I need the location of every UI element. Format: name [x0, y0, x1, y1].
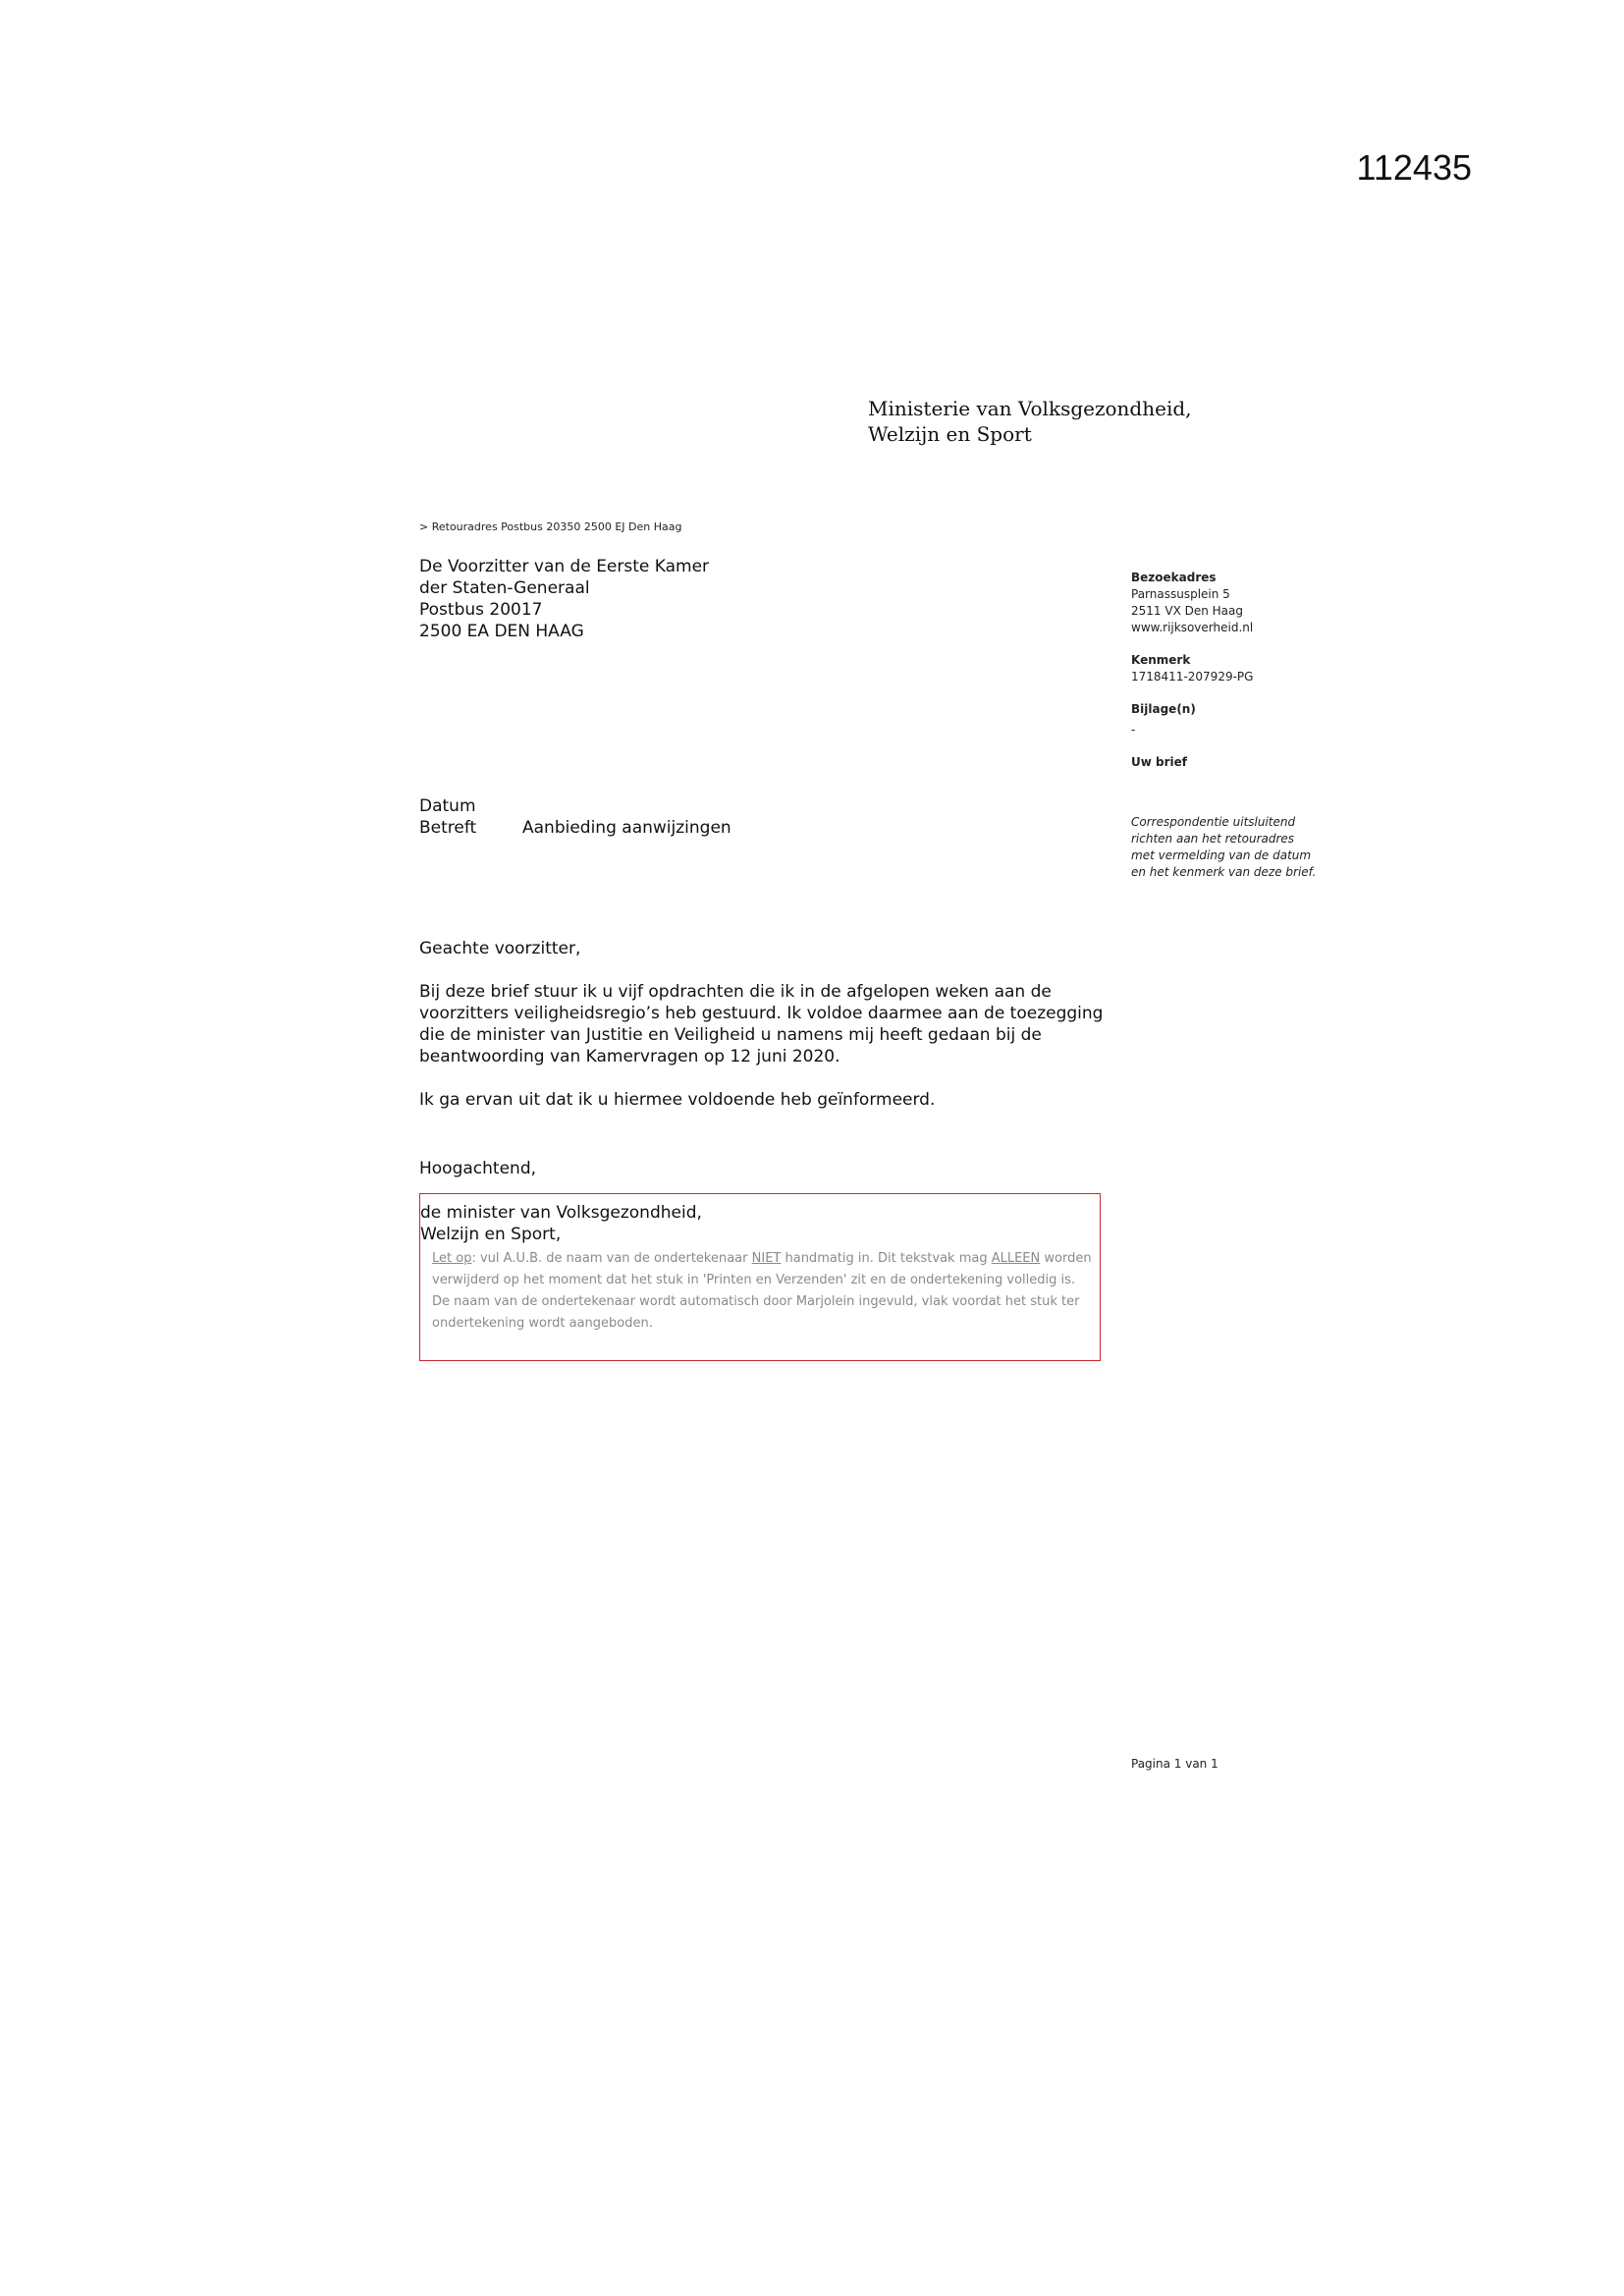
- sidebar-info: [1131, 570, 1327, 881]
- betreft-label: Betreft: [419, 818, 477, 838]
- note-text: NIET: [751, 1251, 782, 1266]
- page-number: Pagina 1 van 1: [1131, 1757, 1218, 1771]
- body-paragraph: Ik ga ervan uit dat ik u hiermee voldoende heb geïnformeerd.: [419, 1090, 936, 1110]
- note-text: ALLEEN: [991, 1251, 1041, 1266]
- address-line: Parnassusplein 5: [1131, 587, 1230, 601]
- datum-row: [419, 795, 731, 817]
- salutation: Geachte voorzitter,: [419, 939, 581, 958]
- correspondence-note: Correspondentie uitsluitend richten aan het retouradres met vermelding van de datum en het kenmerk van deze brief.: [1131, 815, 1317, 879]
- note-text: Let op: [432, 1251, 472, 1266]
- signer-title: [420, 1202, 702, 1245]
- address-line: 2511 VX Den Haag: [1131, 604, 1243, 618]
- uwbrief-label: Uw brief: [1131, 755, 1187, 769]
- bijlage-value: -: [1131, 723, 1136, 737]
- note-text: handmatig in. Dit tekstvak mag: [781, 1251, 992, 1266]
- ministry-name-line1: Ministerie van Volksgezondheid,: [868, 397, 1192, 420]
- letter-body: [419, 938, 1107, 1132]
- bezoekadres-label: Bezoekadres: [1131, 571, 1217, 584]
- betreft-row: [419, 817, 731, 839]
- return-address: > Retouradres Postbus 20350 2500 EJ Den Haag: [419, 520, 682, 533]
- ministry-name-line2: Welzijn en Sport: [868, 422, 1032, 446]
- recipient-line: 2500 EA DEN HAAG: [419, 622, 584, 641]
- signer-line: de minister van Volksgezondheid,: [420, 1203, 702, 1223]
- website-link[interactable]: www.rijksoverheid.nl: [1131, 621, 1254, 634]
- kenmerk-label: Kenmerk: [1131, 653, 1191, 667]
- bijlage-label: Bijlage(n): [1131, 702, 1196, 716]
- letter-meta: [419, 795, 731, 839]
- recipient-line: der Staten-Generaal: [419, 578, 590, 598]
- recipient-line: De Voorzitter van de Eerste Kamer: [419, 557, 710, 576]
- betreft-value: Aanbieding aanwijzingen: [522, 818, 731, 838]
- recipient-line: Postbus 20017: [419, 600, 543, 620]
- closing: Hoogachtend,: [419, 1159, 537, 1178]
- recipient-address: [419, 556, 709, 642]
- signature-box[interactable]: [419, 1193, 1101, 1361]
- signature-note: [432, 1248, 1095, 1335]
- body-paragraph: Bij deze brief stuur ik u vijf opdrachten die ik in de afgelopen weken aan de voorzitters veiligheidsregio’s heb gestuurd. Ik voldoe daarmee aan de toezegging die de minister van Justitie en Veiligheid u namens mij heeft gedaan bij de beantwoording van Kamervragen op 12 juni 2020.: [419, 982, 1104, 1066]
- kenmerk-value: 1718411-207929-PG: [1131, 670, 1254, 683]
- document-number: 112435: [1356, 147, 1472, 188]
- note-text: worden verwijderd op het moment dat het stuk in 'Printen en Verzenden' zit en de ondertekening volledig is. De naam van de ondertekenaar wordt automatisch door Marjolein ingevuld, vlak voordat het stuk ter ondertekening wordt aangeboden.: [432, 1251, 1092, 1331]
- datum-label: Datum: [419, 796, 476, 816]
- note-text: : vul A.U.B. de naam van de ondertekenaar: [471, 1251, 752, 1266]
- ministry-logo: [868, 396, 1192, 447]
- signer-line: Welzijn en Sport,: [420, 1225, 562, 1244]
